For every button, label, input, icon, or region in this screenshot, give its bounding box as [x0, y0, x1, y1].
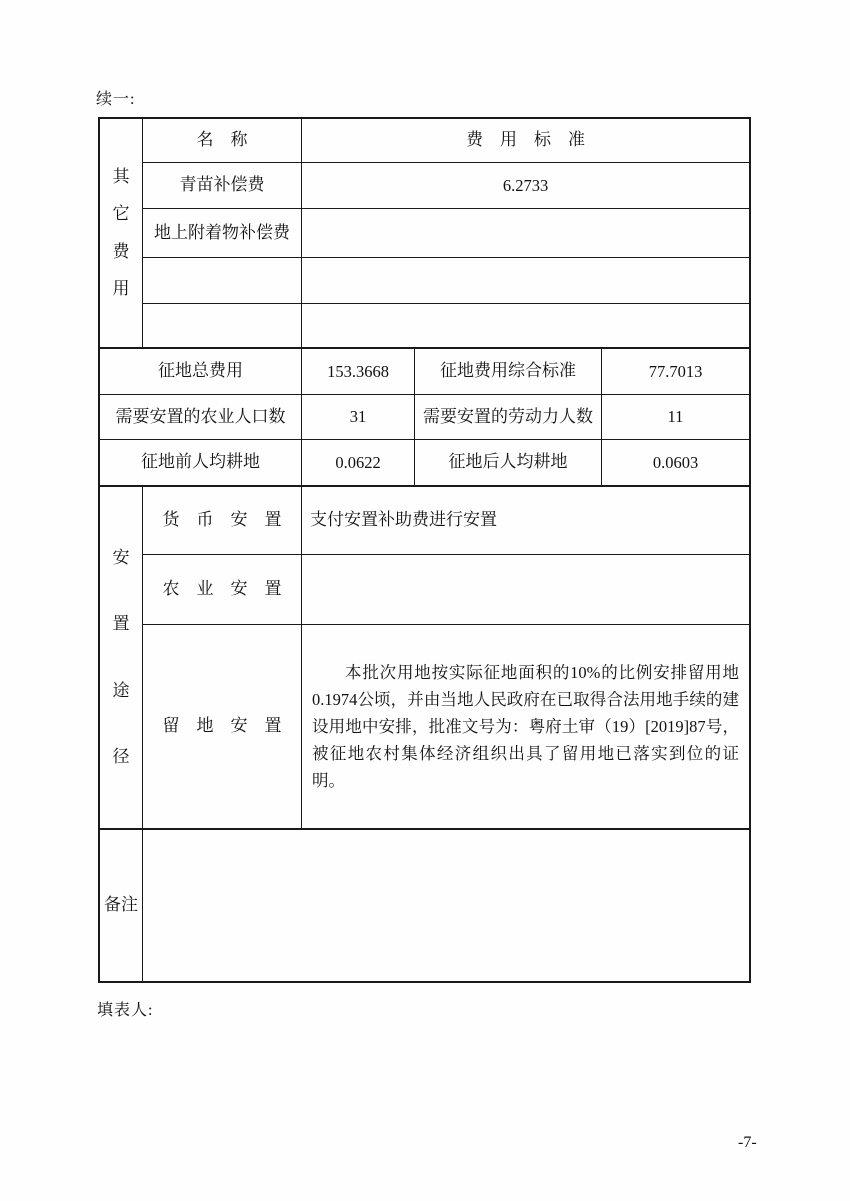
summary-section: [100, 347, 749, 485]
summary-value: 11: [602, 395, 749, 440]
summary-label: 需要安置的劳动力人数: [415, 395, 602, 440]
section-label-char: 径: [112, 746, 130, 766]
resettlement-section-label: [100, 487, 143, 828]
fee-value-cell: [302, 304, 749, 347]
summary-label: 征地总费用: [100, 349, 302, 395]
section-label-char: 费: [112, 241, 130, 261]
section-label-char: 安: [112, 547, 130, 567]
fee-name-header: 名 称: [143, 119, 302, 163]
remarks-label: 备注: [100, 830, 143, 981]
fee-name-cell: [143, 258, 302, 304]
page-number: -7-: [738, 1134, 757, 1151]
resettlement-content-cell: 支付安置补助费进行安置: [302, 487, 749, 555]
resettlement-type-label: 农 业 安 置: [143, 555, 302, 625]
fee-value-cell: [302, 209, 749, 258]
section-label-char: 途: [112, 680, 130, 700]
section-label-char: 其: [112, 166, 130, 186]
summary-value: 153.3668: [302, 349, 415, 395]
resettlement-content-cell: [302, 555, 749, 625]
section-label-char: 它: [112, 204, 130, 224]
summary-label: 征地费用综合标准: [415, 349, 602, 395]
other-fees-section: [100, 119, 749, 347]
fee-name-cell: 青苗补偿费: [143, 163, 302, 209]
fee-value-cell: 6.2733: [302, 163, 749, 209]
summary-label: 征地前人均耕地: [100, 440, 302, 485]
fee-standard-header: 费 用 标 准: [302, 119, 749, 163]
fee-value-cell: [302, 258, 749, 304]
remarks-section: [100, 828, 749, 981]
reserved-land-paragraph: 本批次用地按实际征地面积的10%的比例安排留用地0.1974公顷，并由当地人民政府在已取得合法用地手续的建设用地中安排，批准文号为：粤府土审（19）[2019]87号，被征地农村集体经济组织出具了留用地已落实到位的证明。: [312, 663, 739, 790]
section-label-char: 用: [112, 278, 130, 298]
summary-value: 31: [302, 395, 415, 440]
fee-name-cell: [143, 304, 302, 347]
form-filler-label: 填表人:: [97, 1002, 154, 1019]
other-fees-section-label: [100, 119, 143, 347]
resettlement-content-cell: [302, 625, 749, 828]
summary-value: 0.0603: [652, 452, 699, 472]
continuation-label: 续一:: [96, 91, 136, 108]
resettlement-type-label: 留 地 安 置: [143, 625, 302, 828]
land-requisition-table: [98, 117, 751, 983]
summary-label: 需要安置的农业人口数: [100, 395, 302, 440]
summary-value: 0.0622: [302, 440, 415, 485]
resettlement-section: [100, 485, 749, 828]
fee-name-cell: 地上附着物补偿费: [143, 209, 302, 258]
resettlement-type-label: 货 币 安 置: [143, 487, 302, 555]
summary-value: 77.7013: [602, 349, 749, 395]
summary-label: 征地后人均耕地: [415, 440, 602, 485]
section-label-char: 置: [112, 614, 130, 634]
remarks-content-cell: [143, 830, 749, 981]
